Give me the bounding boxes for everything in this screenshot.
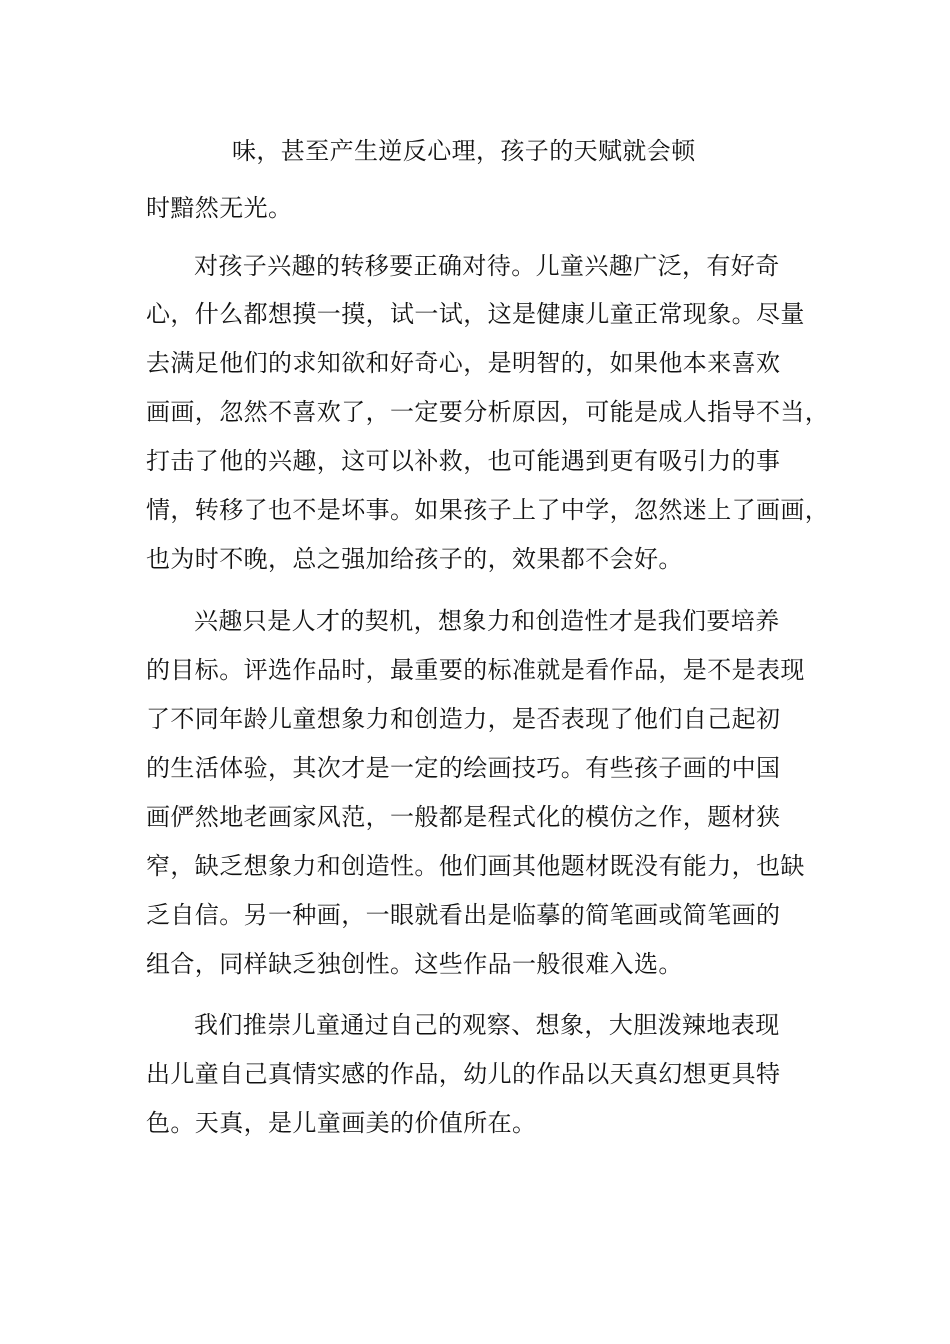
- text-line: 去满足他们的求知欲和好奇心，是明智的，如果他本来喜欢: [146, 349, 781, 377]
- text-line: 窄，缺乏想象力和创造性。他们画其他题材既没有能力，也缺: [146, 852, 805, 880]
- text-line: 出儿童自己真情实感的作品，幼儿的作品以天真幻想更具特: [146, 1060, 781, 1088]
- text-line: 味，甚至产生逆反心理，孩子的天赋就会顿: [232, 137, 696, 165]
- text-line: 也为时不晚，总之强加给孩子的，效果都不会好。: [146, 545, 683, 573]
- text-line: 了不同年龄儿童想象力和创造力，是否表现了他们自己起初: [146, 705, 781, 733]
- text-line: 画画，忽然不喜欢了，一定要分析原因，可能是成人指导不当，: [146, 398, 830, 426]
- text-line: 画俨然地老画家风范，一般都是程式化的模仿之作，题材狭: [146, 803, 781, 831]
- text-line: 组合，同样缺乏独创性。这些作品一般很难入选。: [146, 950, 683, 978]
- text-line: 心，什么都想摸一摸，试一试，这是健康儿童正常现象。尽量: [146, 300, 805, 328]
- text-line: 打击了他的兴趣，这可以补救，也可能遇到更有吸引力的事: [146, 447, 781, 475]
- text-line: 对孩子兴趣的转移要正确对待。儿童兴趣广泛，有好奇: [194, 252, 780, 280]
- text-line: 的生活体验，其次才是一定的绘画技巧。有些孩子画的中国: [146, 754, 781, 782]
- text-line: 我们推崇儿童通过自己的观察、想象，大胆泼辣地表现: [194, 1011, 780, 1039]
- text-line: 兴趣只是人才的契机，想象力和创造性才是我们要培养: [194, 607, 780, 635]
- text-line: 情，转移了也不是坏事。如果孩子上了中学，忽然迷上了画画，: [146, 496, 830, 524]
- text-line: 色。天真，是儿童画美的价值所在。: [146, 1109, 537, 1137]
- text-line: 时黯然无光。: [146, 194, 293, 222]
- text-line: 的目标。评选作品时，最重要的标准就是看作品，是不是表现: [146, 656, 805, 684]
- text-line: 乏自信。另一种画，一眼就看出是临摹的简笔画或简笔画的: [146, 901, 781, 929]
